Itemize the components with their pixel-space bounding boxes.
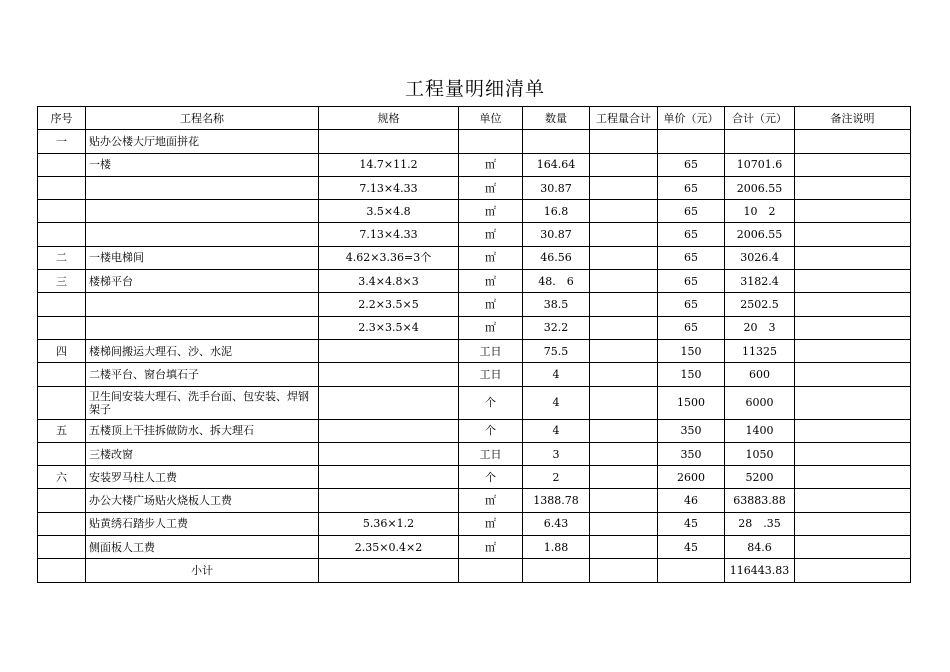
cell-unit: 工日 (459, 363, 523, 386)
table-row (38, 130, 911, 153)
cell-qty: 32.2 (523, 316, 590, 339)
cell-qty: 75.5 (523, 339, 590, 362)
subtotal-price-cell (658, 559, 725, 582)
header-spec: 规格 (319, 107, 459, 130)
cell-amount: 28 .35 (725, 512, 795, 535)
cell-no (38, 489, 86, 512)
cell-name: 安装罗马柱人工费 (86, 466, 319, 489)
cell-total-qty (590, 512, 658, 535)
cell-spec (319, 419, 459, 442)
cell-amount: 2006.55 (725, 176, 795, 199)
cell-price: 65 (658, 316, 725, 339)
cell-name: 五楼顶上干挂拆做防水、拆大理石 (86, 419, 319, 442)
cell-total-qty (590, 246, 658, 269)
cell-spec (319, 130, 459, 153)
header-name: 工程名称 (86, 107, 319, 130)
cell-amount: 10 2 (725, 200, 795, 223)
cell-unit: ㎡ (459, 246, 523, 269)
cell-price: 1500 (658, 386, 725, 419)
cell-spec (319, 442, 459, 465)
cell-name: 一楼电梯间 (86, 246, 319, 269)
cell-amount: 600 (725, 363, 795, 386)
cell-total-qty (590, 200, 658, 223)
cell-unit: 工日 (459, 339, 523, 362)
cell-note (795, 316, 911, 339)
cell-no: 六 (38, 466, 86, 489)
cell-spec: 5.36×1.2 (319, 512, 459, 535)
table-row (38, 176, 911, 199)
cell-name: 一楼 (86, 153, 319, 176)
cell-no: 一 (38, 130, 86, 153)
cell-unit: ㎡ (459, 200, 523, 223)
cell-unit: ㎡ (459, 512, 523, 535)
cell-price: 150 (658, 363, 725, 386)
cell-spec: 2.35×0.4×2 (319, 536, 459, 559)
cell-qty: 1.88 (523, 536, 590, 559)
cell-note (795, 386, 911, 419)
header-row (38, 107, 911, 130)
cell-spec (319, 489, 459, 512)
subtotal-total-qty-cell (590, 559, 658, 582)
cell-note (795, 270, 911, 293)
cell-total-qty (590, 386, 658, 419)
quantity-table (37, 106, 911, 583)
cell-qty: 3 (523, 442, 590, 465)
cell-price: 350 (658, 442, 725, 465)
cell-note (795, 489, 911, 512)
cell-price: 65 (658, 200, 725, 223)
cell-unit: 个 (459, 419, 523, 442)
cell-price: 65 (658, 246, 725, 269)
cell-no (38, 200, 86, 223)
cell-no (38, 386, 86, 419)
cell-qty: 6.43 (523, 512, 590, 535)
table-row (38, 442, 911, 465)
cell-unit: 工日 (459, 442, 523, 465)
subtotal-amount: 116443.83 (725, 559, 795, 582)
cell-spec: 14.7×11.2 (319, 153, 459, 176)
cell-no (38, 316, 86, 339)
cell-total-qty (590, 223, 658, 246)
cell-note (795, 293, 911, 316)
table-row (38, 200, 911, 223)
table-row (38, 270, 911, 293)
table-row (38, 339, 911, 362)
cell-name: 卫生间安装大理石、洗手台面、包安装、焊钢架子 (86, 386, 319, 419)
cell-amount: 3026.4 (725, 246, 795, 269)
cell-amount: 63883.88 (725, 489, 795, 512)
subtotal-qty-cell (523, 559, 590, 582)
cell-qty: 48. 6 (523, 270, 590, 293)
cell-no: 五 (38, 419, 86, 442)
table-row (38, 489, 911, 512)
cell-qty: 4 (523, 386, 590, 419)
cell-qty: 16.8 (523, 200, 590, 223)
cell-qty: 30.87 (523, 223, 590, 246)
cell-note (795, 536, 911, 559)
subtotal-note-cell (795, 559, 911, 582)
cell-total-qty (590, 466, 658, 489)
cell-note (795, 153, 911, 176)
cell-unit: 个 (459, 466, 523, 489)
cell-amount: 2006.55 (725, 223, 795, 246)
cell-price: 45 (658, 536, 725, 559)
cell-amount: 1050 (725, 442, 795, 465)
cell-price: 65 (658, 223, 725, 246)
cell-total-qty (590, 536, 658, 559)
cell-amount (725, 130, 795, 153)
cell-unit: ㎡ (459, 316, 523, 339)
cell-spec (319, 363, 459, 386)
table-row (38, 363, 911, 386)
cell-name (86, 176, 319, 199)
cell-spec (319, 466, 459, 489)
subtotal-unit-cell (459, 559, 523, 582)
cell-price: 150 (658, 339, 725, 362)
cell-name (86, 316, 319, 339)
cell-no: 四 (38, 339, 86, 362)
cell-spec (319, 386, 459, 419)
subtotal-spec-cell (319, 559, 459, 582)
cell-total-qty (590, 153, 658, 176)
cell-name (86, 223, 319, 246)
cell-name: 二楼平台、窗台填石子 (86, 363, 319, 386)
cell-total-qty (590, 419, 658, 442)
cell-name: 楼梯间搬运大理石、沙、水泥 (86, 339, 319, 362)
page-title: 工程量明细清单 (404, 78, 545, 100)
header-total-qty: 工程量合计 (590, 107, 658, 130)
cell-unit (459, 130, 523, 153)
cell-qty: 164.64 (523, 153, 590, 176)
cell-amount: 3182.4 (725, 270, 795, 293)
cell-amount: 10701.6 (725, 153, 795, 176)
cell-note (795, 223, 911, 246)
table-row (38, 386, 911, 419)
cell-no (38, 176, 86, 199)
cell-price: 45 (658, 512, 725, 535)
cell-name: 办公大楼广场贴火烧板人工费 (86, 489, 319, 512)
table-row (38, 512, 911, 535)
cell-price: 350 (658, 419, 725, 442)
cell-name (86, 293, 319, 316)
cell-total-qty (590, 316, 658, 339)
header-note: 备注说明 (795, 107, 911, 130)
cell-price: 65 (658, 153, 725, 176)
cell-note (795, 466, 911, 489)
cell-unit: ㎡ (459, 223, 523, 246)
subtotal-no-cell (38, 559, 86, 582)
cell-total-qty (590, 270, 658, 293)
table-row (38, 316, 911, 339)
cell-total-qty (590, 442, 658, 465)
cell-no (38, 512, 86, 535)
cell-qty: 1388.78 (523, 489, 590, 512)
cell-qty: 30.87 (523, 176, 590, 199)
cell-qty: 4 (523, 363, 590, 386)
table-row (38, 466, 911, 489)
cell-note (795, 442, 911, 465)
header-unit: 单位 (459, 107, 523, 130)
header-qty: 数量 (523, 107, 590, 130)
cell-note (795, 200, 911, 223)
cell-unit: ㎡ (459, 536, 523, 559)
cell-total-qty (590, 363, 658, 386)
cell-no (38, 363, 86, 386)
cell-note (795, 246, 911, 269)
cell-amount: 11325 (725, 339, 795, 362)
cell-amount: 84.6 (725, 536, 795, 559)
cell-amount: 6000 (725, 386, 795, 419)
cell-no (38, 442, 86, 465)
cell-spec: 3.5×4.8 (319, 200, 459, 223)
cell-amount: 2502.5 (725, 293, 795, 316)
cell-spec (319, 339, 459, 362)
table-row (38, 536, 911, 559)
cell-qty: 38.5 (523, 293, 590, 316)
cell-name: 贴黄绣石踏步人工费 (86, 512, 319, 535)
cell-spec: 2.2×3.5×5 (319, 293, 459, 316)
header-amount: 合计（元） (725, 107, 795, 130)
cell-no (38, 536, 86, 559)
cell-note (795, 339, 911, 362)
cell-no: 二 (38, 246, 86, 269)
cell-unit: 个 (459, 386, 523, 419)
cell-price: 65 (658, 176, 725, 199)
cell-note (795, 419, 911, 442)
cell-note (795, 130, 911, 153)
subtotal-label: 小计 (86, 559, 319, 582)
cell-total-qty (590, 293, 658, 316)
cell-name: 楼梯平台 (86, 270, 319, 293)
cell-qty (523, 130, 590, 153)
cell-amount: 20 3 (725, 316, 795, 339)
cell-no (38, 223, 86, 246)
cell-price: 65 (658, 270, 725, 293)
cell-name (86, 200, 319, 223)
cell-name: 贴办公楼大厅地面拼花 (86, 130, 319, 153)
cell-price (658, 130, 725, 153)
cell-qty: 46.56 (523, 246, 590, 269)
subtotal-row (38, 559, 911, 582)
cell-name: 三楼改窗 (86, 442, 319, 465)
cell-no (38, 153, 86, 176)
table-row (38, 246, 911, 269)
cell-name: 侧面板人工费 (86, 536, 319, 559)
cell-note (795, 176, 911, 199)
cell-amount: 5200 (725, 466, 795, 489)
cell-price: 65 (658, 293, 725, 316)
cell-total-qty (590, 489, 658, 512)
cell-total-qty (590, 176, 658, 199)
header-price: 单价（元） (658, 107, 725, 130)
cell-spec: 3.4×4.8×3 (319, 270, 459, 293)
cell-unit: ㎡ (459, 176, 523, 199)
cell-total-qty (590, 339, 658, 362)
cell-spec: 4.62×3.36=3个 (319, 246, 459, 269)
table-row (38, 419, 911, 442)
cell-note (795, 512, 911, 535)
cell-total-qty (590, 130, 658, 153)
cell-no: 三 (38, 270, 86, 293)
table-row (38, 153, 911, 176)
cell-price: 2600 (658, 466, 725, 489)
header-no: 序号 (38, 107, 86, 130)
cell-price: 46 (658, 489, 725, 512)
cell-qty: 4 (523, 419, 590, 442)
cell-unit: ㎡ (459, 153, 523, 176)
cell-note (795, 363, 911, 386)
cell-unit: ㎡ (459, 489, 523, 512)
cell-spec: 7.13×4.33 (319, 223, 459, 246)
cell-spec: 7.13×4.33 (319, 176, 459, 199)
cell-amount: 1400 (725, 419, 795, 442)
cell-unit: ㎡ (459, 270, 523, 293)
table-row (38, 223, 911, 246)
cell-spec: 2.3×3.5×4 (319, 316, 459, 339)
table-row (38, 293, 911, 316)
cell-unit: ㎡ (459, 293, 523, 316)
cell-qty: 2 (523, 466, 590, 489)
cell-no (38, 293, 86, 316)
